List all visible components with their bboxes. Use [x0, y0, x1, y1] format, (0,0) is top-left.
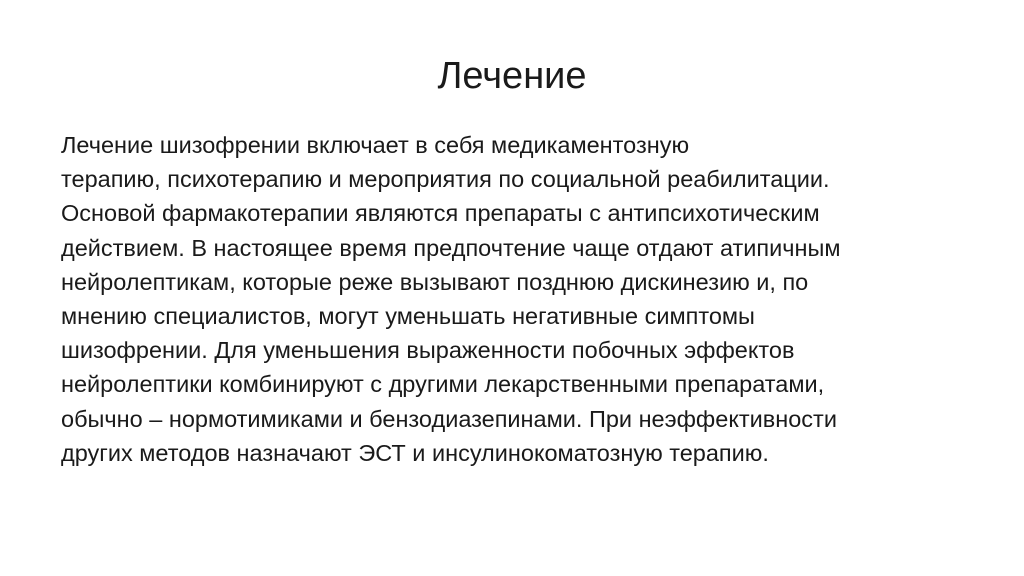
body-line: Основой фармакотерапии являются препараты с антипсихотическим: [61, 200, 820, 227]
body-line: Лечение шизофрении включает в себя медикаментозную: [61, 132, 690, 158]
body-line: нейролептики комбинируют с другими лекарственными препаратами,: [61, 371, 825, 398]
body-line: нейролептикам, которые реже вызывают позднюю дискинезию и, по: [61, 268, 809, 295]
body-line: мнению специалистов, могут уменьшать негативные симптомы: [61, 303, 755, 330]
body-line: обычно – нормотимиками и бензодиазепинами. При неэффективности: [61, 405, 837, 432]
body-line: терапию, психотерапию и мероприятия по социальной реабилитации.: [61, 166, 830, 193]
body-line: действием. В настоящее время предпочтение чаще отдают атипичным: [61, 234, 841, 261]
slide-title: Лечение: [437, 55, 587, 97]
body-line: шизофрении. Для уменьшения выраженности побочных эффектов: [61, 337, 795, 364]
body-line: других методов назначают ЭСТ и инсулинокоматозную терапию.: [61, 439, 769, 466]
slide-body-text: [61, 128, 981, 470]
